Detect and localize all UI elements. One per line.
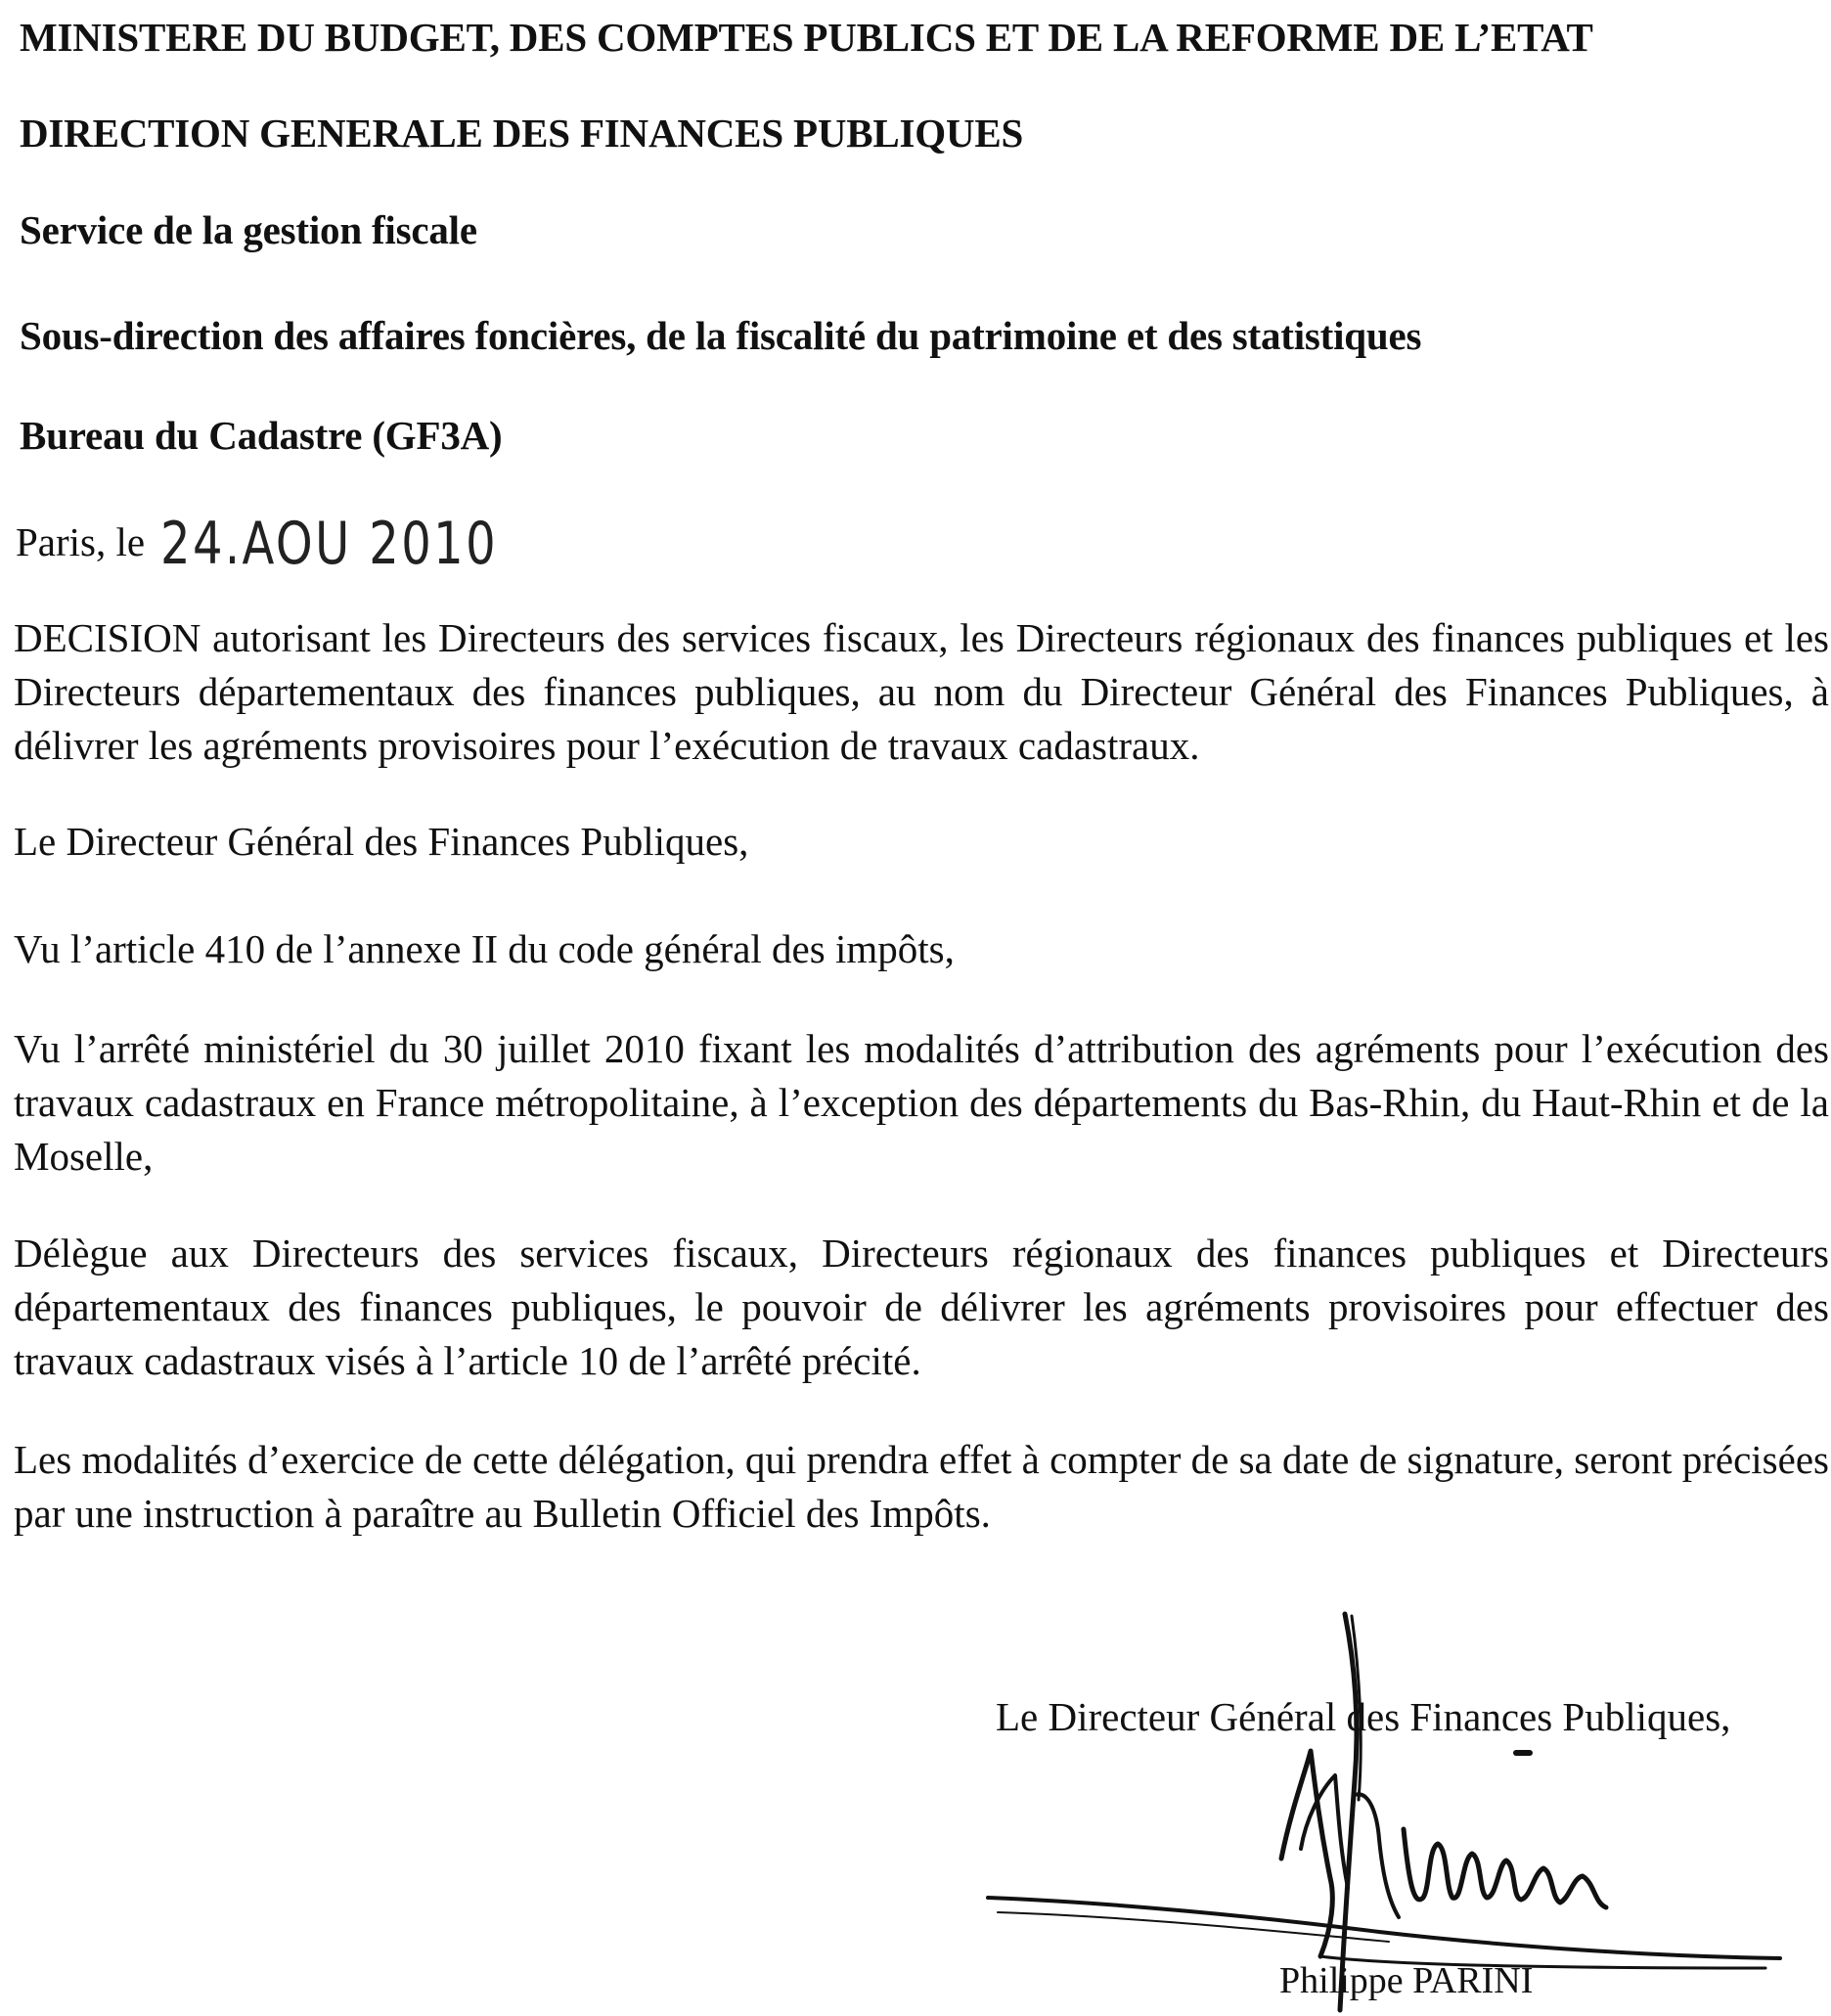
vu-article-line: Vu l’article 410 de l’annexe II du code général des impôts, xyxy=(14,926,955,971)
signatory-title: Le Directeur Général des Finances Publiques, xyxy=(996,1694,1731,1739)
directorate-heading: DIRECTION GENERALE DES FINANCES PUBLIQUES xyxy=(20,111,1024,156)
delegue-paragraph: Délègue aux Directeurs des services fiscaux, Directeurs régionaux des finances publiques et Directeurs départementaux des finances publiques, le pouvoir de délivrer les agréments provisoires pour effectuer des travaux cadastraux visés à l’article 10 de l’arrêté précité. xyxy=(14,1231,1829,1383)
bureau-heading: Bureau du Cadastre (GF3A) xyxy=(20,413,503,458)
director-line: Le Directeur Général des Finances Publiques, xyxy=(14,819,749,864)
handwritten-signature xyxy=(968,1604,1790,2016)
subdirectorate-heading: Sous-direction des affaires foncières, de la fiscalité du patrimoine et des statistiques xyxy=(20,313,1422,358)
ministry-heading: MINISTERE DU BUDGET, DES COMPTES PUBLICS ET DE LA REFORME DE L’ETAT xyxy=(20,15,1593,60)
decision-paragraph: DECISION autorisant les Directeurs des services fiscaux, les Directeurs régionaux des finances publiques et les Directeurs départementaux des finances publiques, au nom du Directeur Général des Finances Publiques, à délivrer les agréments provisoires pour l’exécution de travaux cadastraux. xyxy=(14,615,1829,768)
signatory-name: Philippe PARINI xyxy=(1279,1960,1534,2001)
service-heading: Service de la gestion fiscale xyxy=(20,207,477,252)
modalites-paragraph: Les modalités d’exercice de cette délégation, qui prendra effet à compter de sa date de signature, seront précisées par une instruction à paraître au Bulletin Officiel des Impôts. xyxy=(14,1437,1829,1536)
date-prefix: Paris, le xyxy=(16,519,146,564)
date-stamp: 24.AOU 2010 xyxy=(160,510,499,578)
date-line xyxy=(16,507,577,578)
vu-arrete-paragraph: Vu l’arrêté ministériel du 30 juillet 2010 fixant les modalités d’attribution des agréments pour l’exécution des travaux cadastraux en France métropolitaine, à l’exception des départements du Bas-Rhin, du Haut-Rhin et de la Moselle, xyxy=(14,1026,1829,1179)
